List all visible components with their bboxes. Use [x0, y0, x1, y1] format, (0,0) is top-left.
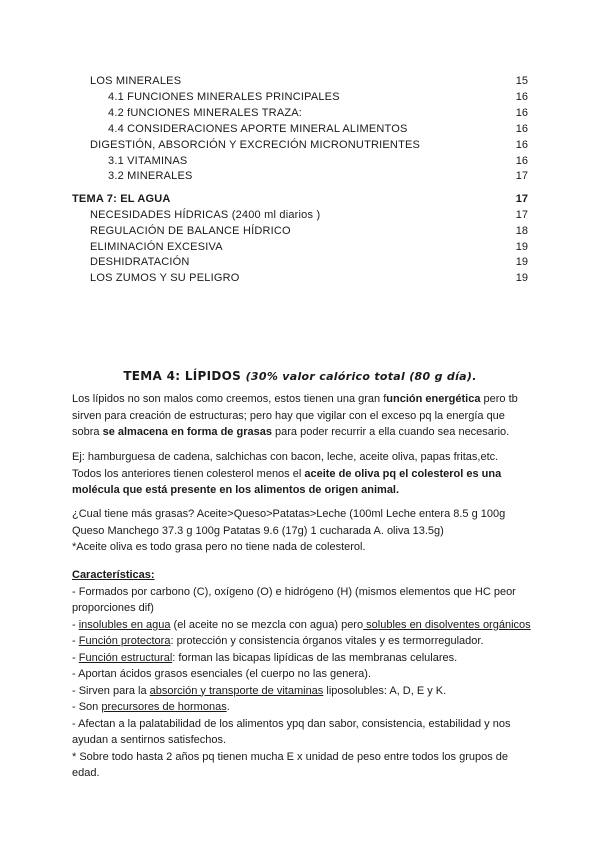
toc-entry-label: DESHIDRATACIÓN	[90, 256, 190, 268]
toc-entry-page: 19	[515, 272, 528, 284]
example-line: Ej: hamburguesa de cadena, salchichas con bacon, leche, aceite oliva, papas fritas,etc.	[72, 451, 499, 463]
list-item: - Son precursores de hormonas.	[72, 701, 230, 713]
toc-entry-page: 19	[515, 241, 528, 253]
section-title-subtitle: (30% valor calórico total (80 g día).	[245, 370, 477, 383]
toc-entry-label: TEMA 7: EL AGUA	[72, 193, 171, 205]
toc-entry-page: 18	[515, 225, 528, 237]
highlight: aceite de oliva pq el colesterol es una molécula que está presente en los alimentos de origen animal.	[72, 467, 502, 496]
characteristics-section	[72, 567, 532, 782]
toc-entry-label: 4.1 FUNCIONES MINERALES PRINCIPALES	[108, 91, 340, 103]
toc-entry-label: 4.2 fUNCIONES MINERALES TRAZA:	[108, 107, 303, 119]
toc-entry-page: 17	[515, 209, 528, 221]
list-item: - Afectan a la palatabilidad de los alimentos ypq dan sabor, consistencia, estabilidad y nos ayudan a sentirnos satisfechos.	[72, 717, 511, 746]
toc-entry-page: 19	[515, 256, 528, 268]
toc-entry-label: DIGESTIÓN, ABSORCIÓN Y EXCRECIÓN MICRONUTRIENTES	[90, 139, 421, 151]
toc-entry-page: 16	[515, 139, 528, 151]
highlight: se almacena en forma de grasas	[102, 426, 272, 438]
toc-entry-label: NECESIDADES HÍDRICAS (2400 ml diarios )	[90, 209, 321, 221]
list-item: - Aportan ácidos grasos esenciales (el cuerpo no las genera).	[72, 668, 372, 680]
characteristics-heading: Características:	[72, 569, 155, 581]
list-item: - Función protectora: protección y consistencia órganos vitales y es termorregulador.	[72, 635, 484, 647]
toc-entry-label: 3.2 MINERALES	[108, 170, 193, 182]
list-item: - insolubles en agua (el aceite no se mezcla con agua) pero solubles en disolventes orgánicos	[72, 618, 531, 631]
list-item: * Sobre todo hasta 2 años pq tienen mucha E x unidad de peso entre todos los grupos de edad.	[72, 750, 509, 779]
toc-entry-page: 17	[515, 170, 528, 182]
toc-entry-label: LOS ZUMOS Y SU PELIGRO	[90, 272, 240, 284]
intro-paragraph: Los lípidos no son malos como creemos, estos tienen una gran función energética pero tb sirven para creación de estructuras; pero hay que vigilar con el exceso pq la energía que sobra se almacena en forma de grasas para poder recurrir a ella cuando sea necesario.	[72, 393, 518, 438]
list-item: - Sirven para la absorción y transporte de vitaminas liposolubles: A, D, E y K.	[72, 684, 447, 697]
toc-entry-page: 16	[515, 107, 528, 119]
fat-comparison-paragraph	[72, 506, 532, 556]
toc-entry-label: REGULACIÓN DE BALANCE HÍDRICO	[90, 225, 291, 237]
toc-entry-page: 16	[515, 123, 528, 135]
list-item: - Formados por carbono (C), oxígeno (O) e hidrógeno (H) (mismos elementos que HC peor proporciones dif)	[72, 585, 516, 614]
highlight: unción energética	[386, 393, 481, 405]
toc-entry-page: 15	[515, 75, 528, 87]
section-title	[0, 369, 600, 383]
fat-comparison-text: ¿Cual tiene más grasas? Aceite>Queso>Patatas>Leche (100ml Leche entera 8.5 g 100g Queso Manchego 37.3 g 100g Patatas 9.6 (17g) 1 cucharada A. oliva 13.5g)	[72, 508, 506, 537]
example-line: Todos los anteriores tienen colesterol menos el aceite de oliva pq el colesterol es una molécula que está presente en los alimentos de origen animal.	[72, 467, 502, 496]
toc-entry-label: LOS MINERALES	[90, 75, 182, 87]
toc-entry-label: ELIMINACIÓN EXCESIVA	[90, 241, 223, 253]
toc-entry-label: 3.1 VITAMINAS	[108, 155, 188, 167]
toc-entry-page: 16	[515, 155, 528, 167]
fat-comparison-note: *Aceite oliva es todo grasa pero no tiene nada de colesterol.	[72, 541, 366, 553]
toc-entry-page: 16	[515, 91, 528, 103]
toc-entry-page: 17	[515, 193, 528, 205]
toc-entry-label: 4.4 CONSIDERACIONES APORTE MINERAL ALIMENTOS	[108, 123, 408, 135]
example-paragraph	[72, 449, 532, 499]
section-title-main: TEMA 4: LÍPIDOS	[123, 369, 246, 383]
list-item: - Función estructural: forman las bicapas lipídicas de las membranas celulares.	[72, 651, 458, 664]
